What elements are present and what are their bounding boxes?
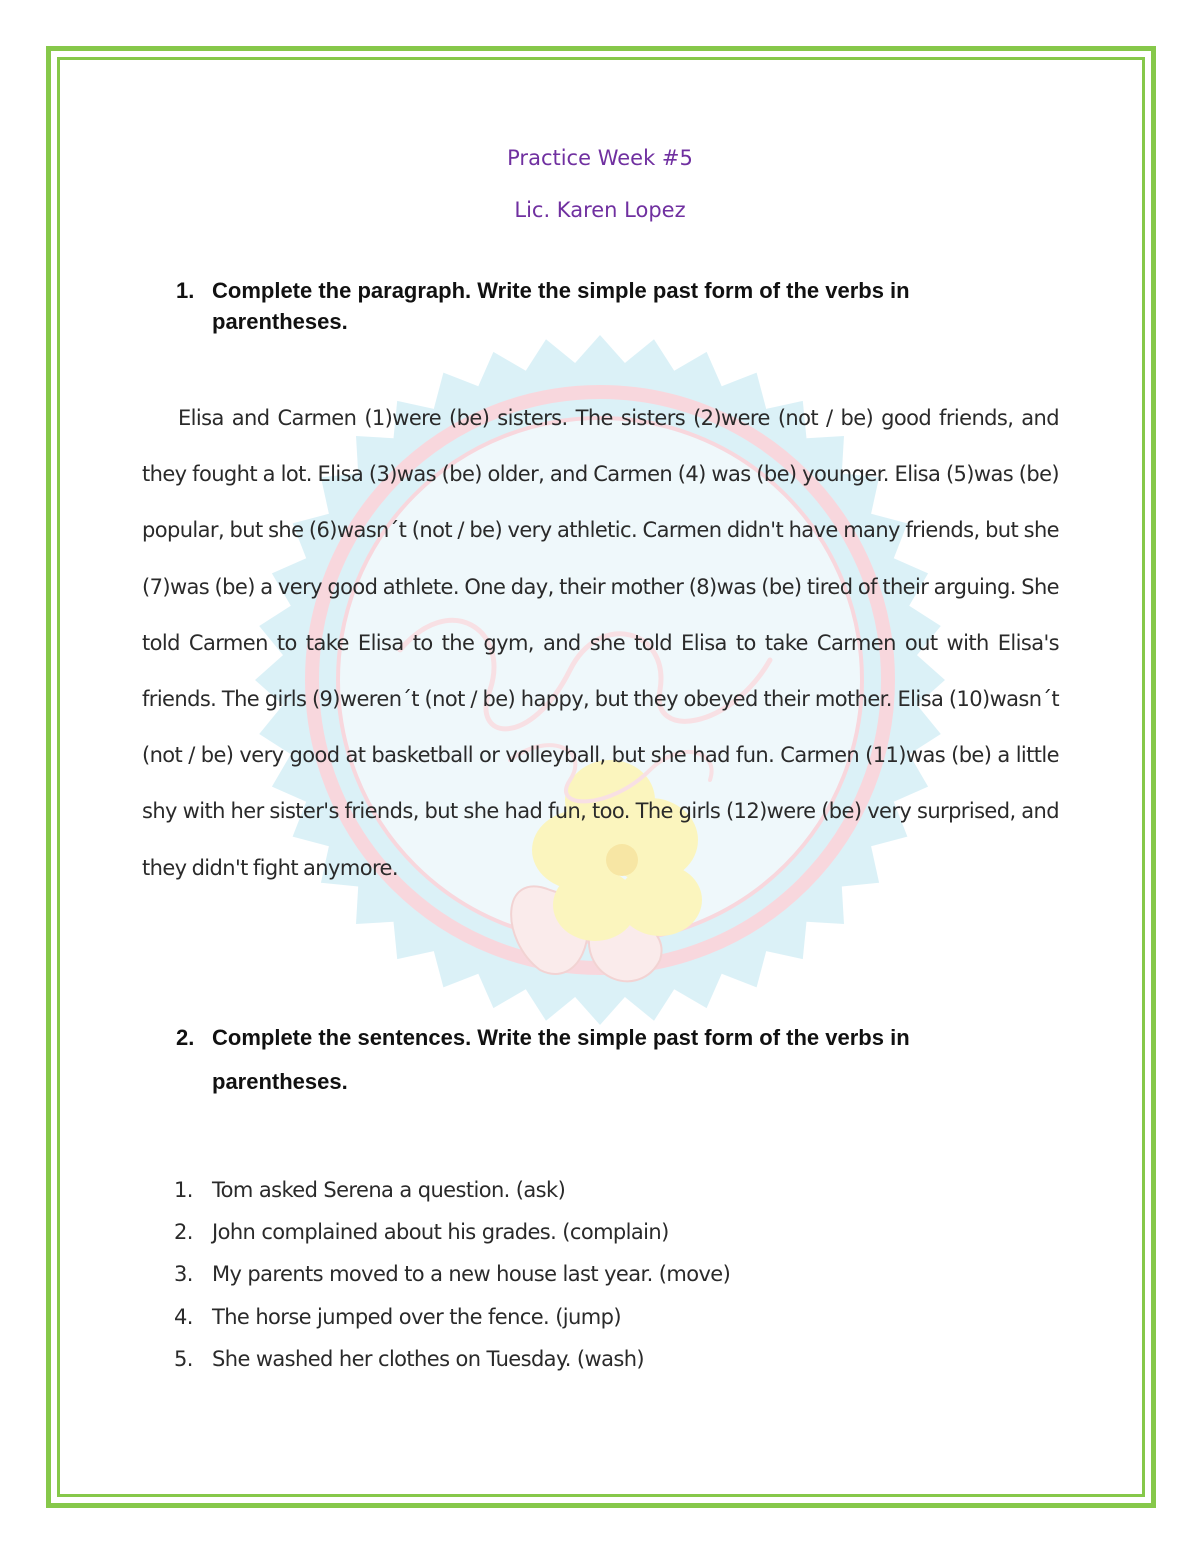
list-item-text: My parents moved to a new house last year. (move) (212, 1262, 731, 1287)
list-item (174, 1300, 730, 1342)
exercise-paragraph: Elisa and Carmen (1)were (be) sisters. The sisters (2)were (not / be) good friends, and they fought a lot. Elisa (3)was (be) older, and Carmen (4) was (be) younger. Elisa (5)was (be) popular, but she (6)wasn´t (not / be) very athletic. Carmen didn't have many friends, but she (7)was (be) a very good athlete. One day, their mother (8)was (be) tired of their arguing. She told Carmen to take Elisa to the gym, and she told Elisa to take Carmen out with Elisa's friends. The girls (9)weren´t (not / be) happy, but they obeyed their mother. Elisa (10)wasn´t (not / be) very good at basketball or volleyball, but she had fun. Carmen (11)was (be) a little shy with her sister's friends, but she had fun, too. The girls (12)were (be) very surprised, and they didn't fight anymore. (142, 406, 1059, 880)
list-item-number: 1. (174, 1178, 193, 1202)
list-item-number: 4. (174, 1304, 193, 1329)
section-1-heading (176, 275, 996, 337)
section-2-heading (176, 1016, 996, 1104)
list-item-text: Tom asked Serena a question. (ask) (212, 1178, 566, 1202)
section-2-instruction: Complete the sentences. Write the simple past form of the verbs in parentheses. (212, 1025, 910, 1094)
list-item-text: She washed her clothes on Tuesday. (wash) (212, 1346, 645, 1371)
sentence-list (174, 1173, 730, 1384)
list-item-number: 3. (174, 1262, 193, 1287)
list-item (174, 1342, 730, 1384)
section-2-number: 2. (176, 1025, 195, 1050)
list-item-text: The horse jumped over the fence. (jump) (212, 1304, 621, 1329)
list-item (174, 1173, 730, 1215)
section-1-number: 1. (176, 278, 195, 303)
list-item-number: 2. (174, 1220, 193, 1245)
list-item-number: 5. (174, 1346, 193, 1371)
page-title: Practice Week #5 (507, 146, 693, 170)
section-1-instruction: Complete the paragraph. Write the simple past form of the verbs in parentheses. (212, 278, 910, 334)
list-item (174, 1257, 730, 1299)
author-name: Lic. Karen Lopez (514, 198, 686, 222)
list-item (174, 1215, 730, 1257)
list-item-text: John complained about his grades. (complain) (212, 1220, 669, 1245)
